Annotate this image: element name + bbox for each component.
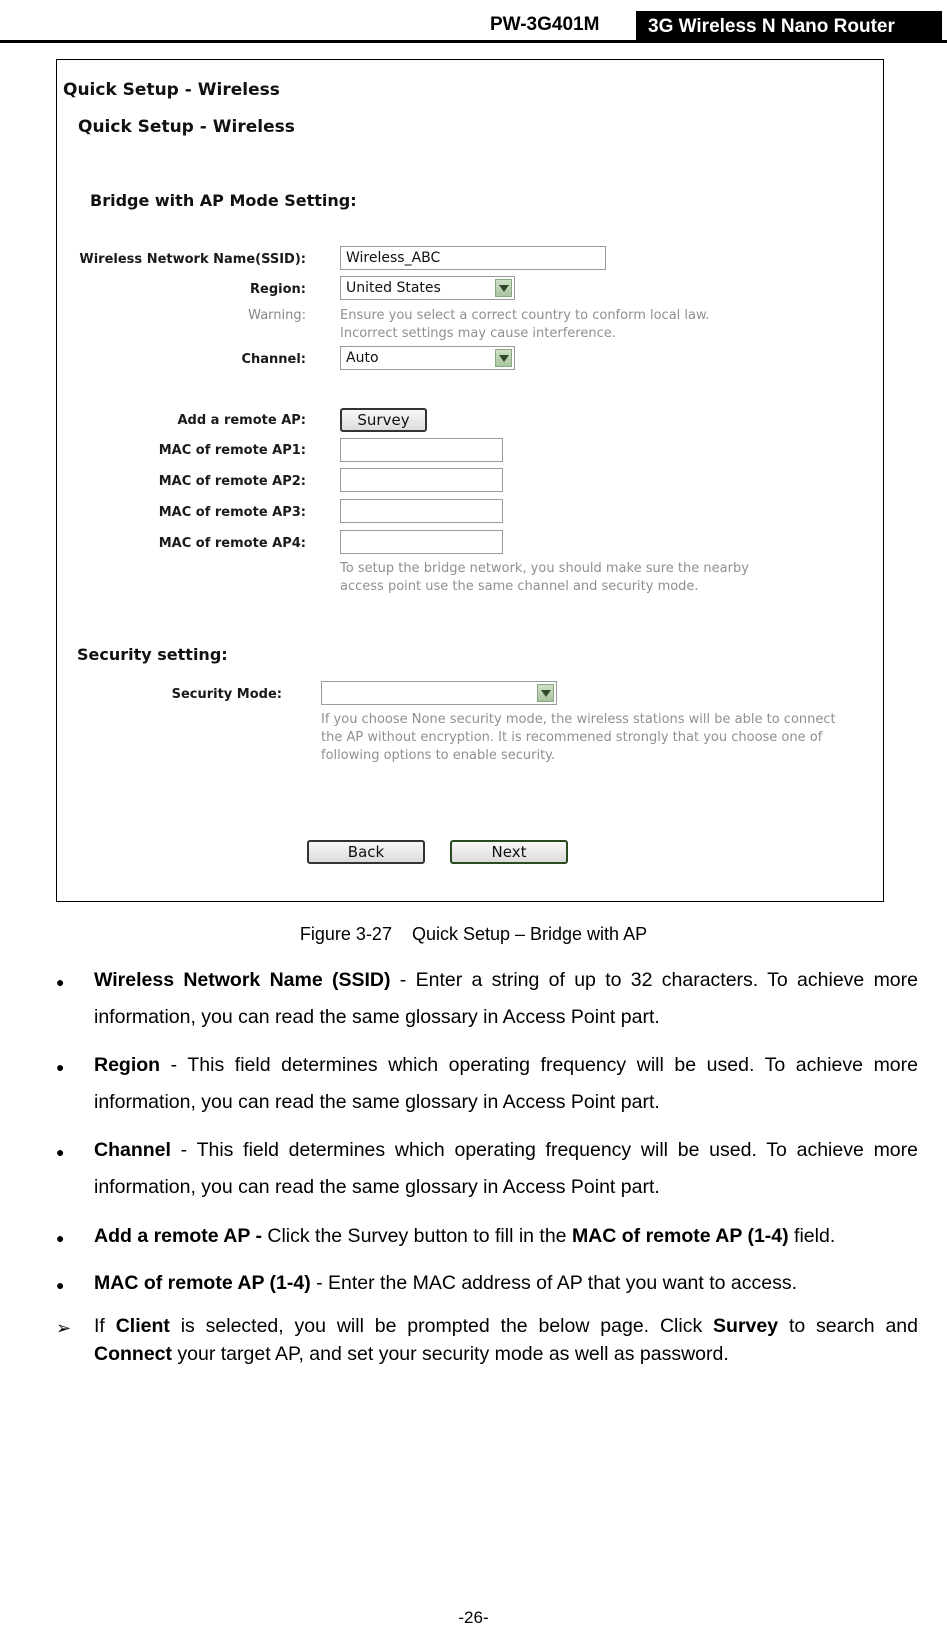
list-item: Channel - This field determines which operating frequency will be used. To achieve more information, you can read the same glossary in Access Point part. (94, 1139, 918, 1198)
ssid-input[interactable]: Wireless_ABC (340, 246, 606, 270)
channel-value: Auto (346, 350, 379, 366)
mac4-input[interactable] (340, 530, 503, 554)
mac1-input[interactable] (340, 438, 503, 462)
page-title: Quick Setup - Wireless (63, 80, 280, 100)
region-label: Region: (250, 282, 306, 297)
bullet-icon: ● (56, 1144, 65, 1160)
list-item: Region - This field determines which operating frequency will be used. To achieve more information, you can read the same glossary in Access Point part. (94, 1054, 918, 1113)
section-title: Quick Setup - Wireless (78, 117, 295, 137)
security-hint: If you choose None security mode, the wireless stations will be able to connect the AP without encryption. It is recommened strongly that you choose one of following options to enable security. (321, 712, 836, 763)
mac2-label: MAC of remote AP2: (158, 474, 306, 489)
chevron-down-icon[interactable] (495, 349, 512, 367)
security-mode-label: Security Mode: (171, 687, 282, 702)
region-select[interactable] (340, 276, 515, 300)
region-value: United States (346, 280, 441, 296)
add-remote-ap-label: Add a remote AP: (177, 413, 306, 428)
chevron-down-icon[interactable] (537, 684, 554, 702)
bullet-icon: ● (56, 1277, 65, 1293)
mac1-label: MAC of remote AP1: (158, 443, 306, 458)
warning-label: Warning: (248, 308, 306, 323)
list-item: MAC of remote AP (1-4) - Enter the MAC address of AP that you want to access. (94, 1272, 798, 1294)
bullet-icon: ● (56, 1230, 65, 1246)
survey-button[interactable]: Survey (340, 408, 427, 432)
ssid-label: Wireless Network Name(SSID): (79, 252, 306, 267)
next-button[interactable]: Next (450, 840, 568, 864)
mac3-label: MAC of remote AP3: (158, 505, 306, 520)
security-mode-select[interactable] (321, 681, 557, 705)
page-number: -26- (458, 1608, 489, 1627)
channel-select[interactable] (340, 346, 515, 370)
back-button[interactable]: Back (307, 840, 425, 864)
mac3-input[interactable] (340, 499, 503, 523)
warning-text: Ensure you select a correct country to conform local law. Incorrect settings may cause interference. (340, 308, 710, 341)
client-note: If Client is selected, you will be prompted the below page. Click Survey to search and Connect your target AP, and set your security mode as well as password. (94, 1315, 918, 1365)
document-model-name: PW-3G401M (490, 14, 600, 35)
figure-caption: Figure 3-27 Quick Setup – Bridge with AP (299, 924, 648, 944)
header-rule (0, 40, 947, 43)
channel-label: Channel: (241, 352, 306, 367)
chevron-down-icon[interactable] (495, 279, 512, 297)
list-item: Wireless Network Name (SSID) - Enter a string of up to 32 characters. To achieve more information, you can read the same glossary in Access Point part. (94, 969, 918, 1028)
quick-setup-screenshot (56, 59, 884, 902)
bridge-heading: Bridge with AP Mode Setting: (90, 191, 357, 210)
list-item: Add a remote AP - Click the Survey button to fill in the MAC of remote AP (1-4) field. (94, 1225, 836, 1247)
bridge-hint: To setup the bridge network, you should make sure the nearby access point use the same channel and security mode. (340, 561, 749, 594)
mac4-label: MAC of remote AP4: (158, 536, 306, 551)
arrow-bullet-icon: ➢ (56, 1318, 72, 1338)
security-heading: Security setting: (77, 645, 228, 664)
bullet-icon: ● (56, 1059, 65, 1075)
bullet-icon: ● (56, 974, 65, 990)
document-product-name: 3G Wireless N Nano Router (636, 11, 942, 42)
mac2-input[interactable] (340, 468, 503, 492)
